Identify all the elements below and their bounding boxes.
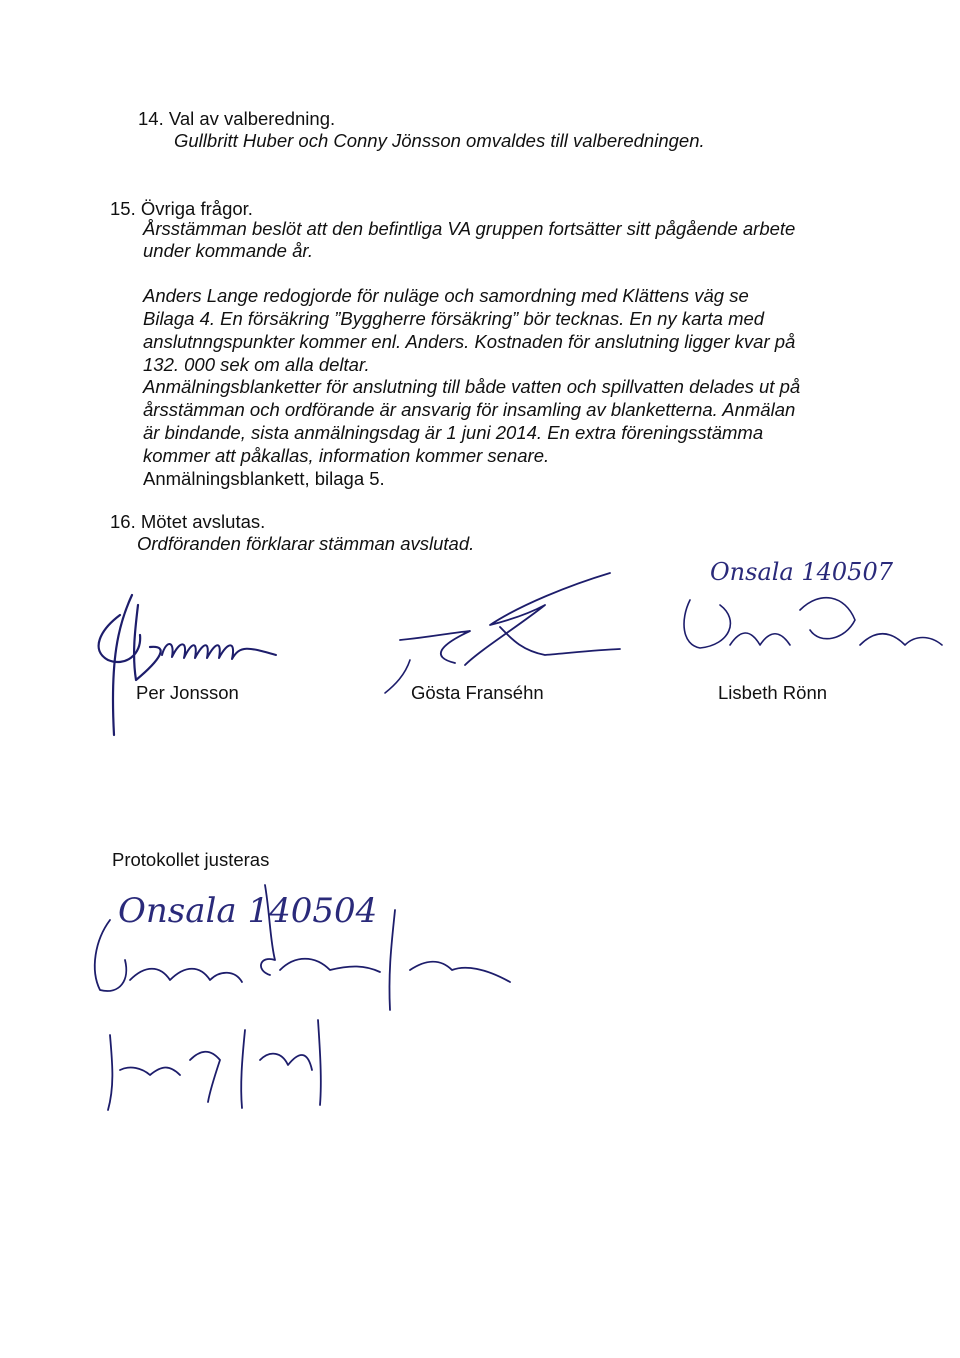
signatory-name-gosta-franseehn: Gösta Franséhn — [411, 682, 544, 703]
section-15-line-1: Årsstämman beslöt att den befintliga VA gruppen fortsätter sitt pågående arbete — [143, 218, 796, 239]
section-15-line-8: årsstämman och ordförande är ansvarig för insamling av blanketterna. Anmälan — [143, 399, 796, 420]
section-16-text: Ordföranden förklarar stämman avslutad. — [137, 533, 475, 554]
signatory-name-per-jonsson: Per Jonsson — [136, 682, 239, 703]
signature-lisbeth-ronn — [670, 550, 950, 670]
section-15-line-10: kommer att påkallas, information kommer senare. — [143, 445, 550, 466]
justering-place-date: Onsala 140504 — [118, 891, 378, 931]
signature-lisbeth-ronn-place-date: Onsala 140507 — [710, 558, 893, 586]
justering-signatures — [70, 870, 540, 1120]
section-15-line-11: Anmälningsblankett, bilaga 5. — [143, 468, 385, 489]
section-16-heading: 16. Mötet avslutas. — [110, 511, 266, 532]
justering-label: Protokollet justeras — [112, 849, 270, 870]
section-15-line-3: Anders Lange redogjorde för nuläge och samordning med Klättens väg se — [143, 285, 749, 306]
section-15-line-6: 132. 000 sek om alla deltar. — [143, 354, 370, 375]
signature-per-jonsson — [80, 585, 300, 745]
signature-gosta-franseehn — [370, 565, 630, 695]
section-15-line-4: Bilaga 4. En försäkring ”Byggherre försäkring” bör tecknas. En ny karta med — [143, 308, 765, 329]
section-15-line-2: under kommande år. — [143, 240, 314, 261]
signatory-name-lisbeth-ronn: Lisbeth Rönn — [718, 682, 828, 703]
section-15-line-7: Anmälningsblanketter för anslutning till både vatten och spillvatten delades ut på — [143, 376, 801, 397]
section-14-text: Gullbritt Huber och Conny Jönsson omvaldes till valberedningen. — [174, 130, 705, 151]
section-15-line-5: anslutnngspunkter kommer enl. Anders. Kostnaden för anslutning ligger kvar på — [143, 331, 796, 352]
section-15-line-9: är bindande, sista anmälningsdag är 1 juni 2014. En extra föreningsstämma — [143, 422, 764, 443]
section-14-heading: 14. Val av valberedning. — [138, 108, 336, 129]
section-15-heading: 15. Övriga frågor. — [110, 198, 253, 219]
